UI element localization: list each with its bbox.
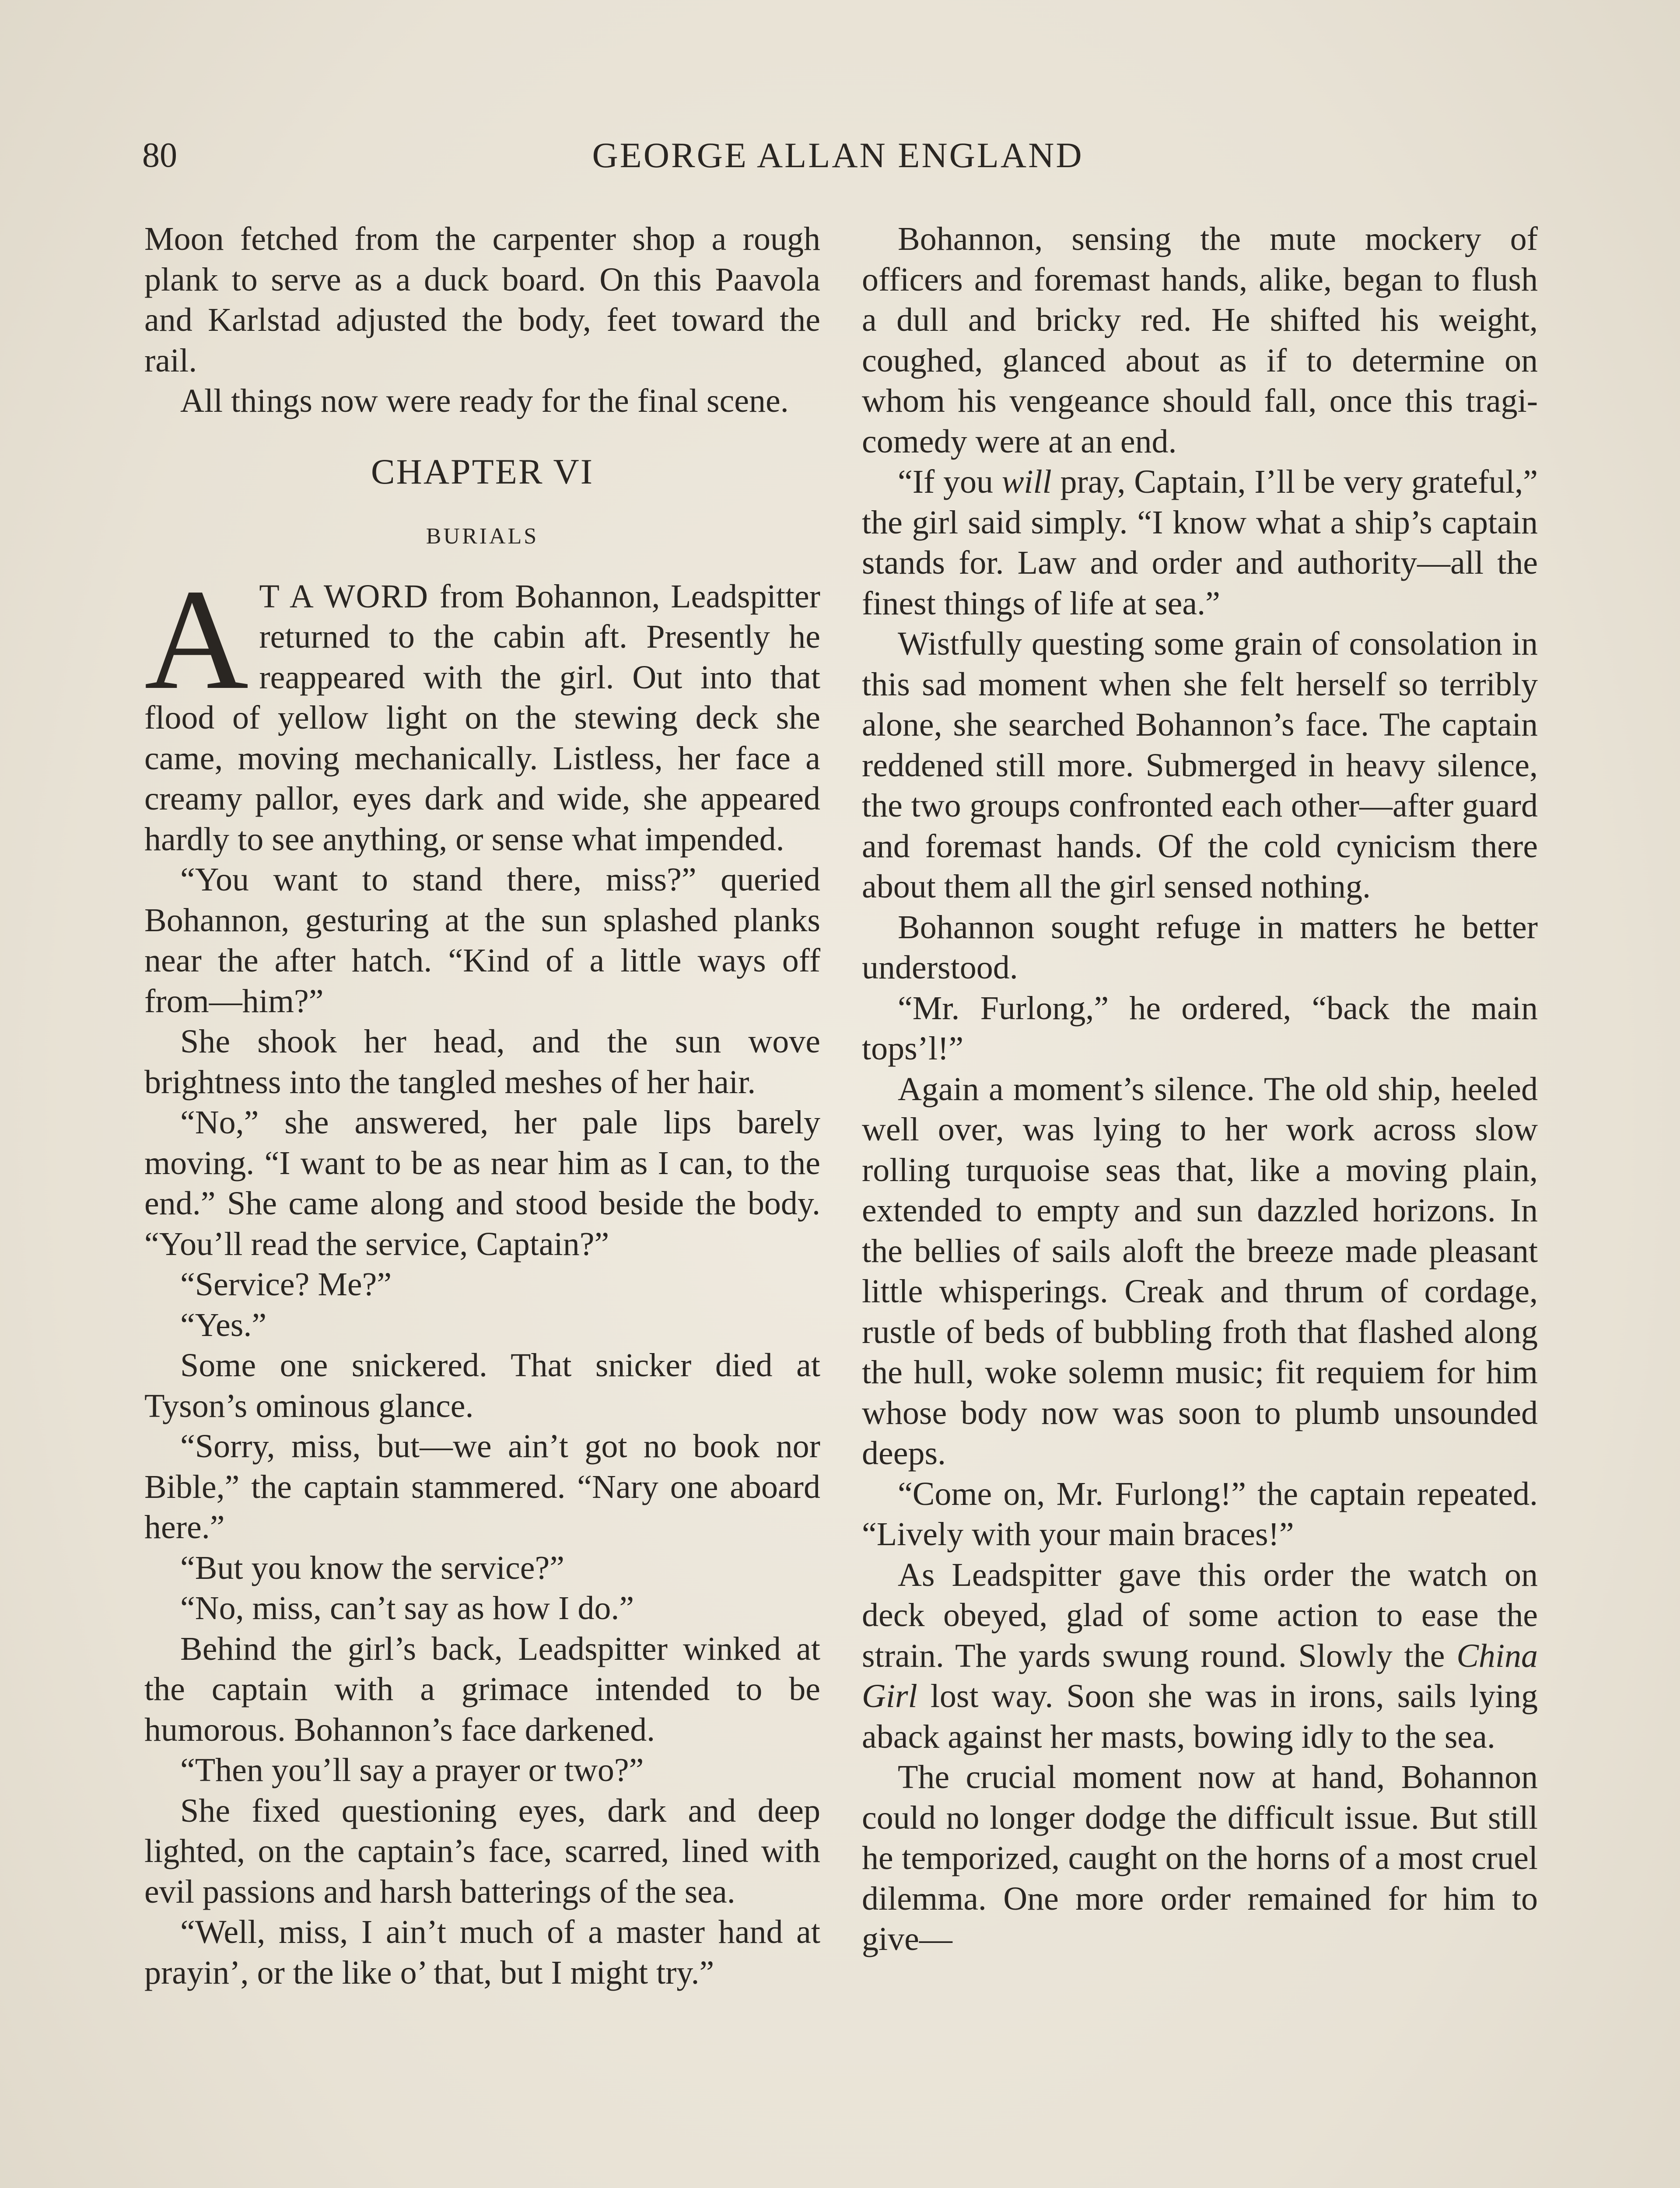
paragraph: Again a moment’s silence. The old ship, heeled well over, was lying to her work across slow rolling turquoise seas that, like a moving plain, extended to empty and sun dazzled horizons. In the bellies of sails aloft the breeze made pleasant little whisperings. Creak and thrum of cordage, rustle of beds of bubbling froth that flashed along the hull, woke solemn music; fit requiem for him whose body now was soon to plumb unsounded deeps. bbox=[862, 1070, 1538, 1472]
paragraph: Behind the girl’s back, Leadspitter winked at the captain with a grimace intended to be humorous. Bohannon’s face darkened. bbox=[144, 1630, 820, 1748]
drop-cap: A bbox=[144, 559, 249, 719]
paragraph: “No, miss, can’t say as how I do.” bbox=[180, 1590, 634, 1627]
paragraph: “Sorry, miss, but—we ain’t got no book nor Bible,” the captain stammered. “Nary one aboard here.” bbox=[144, 1428, 820, 1546]
paragraph: Moon fetched from the carpenter shop a rough plank to serve as a duck board. On this Paavola and Karlstad adjusted the body, feet toward the rail. bbox=[144, 221, 820, 379]
paragraph bbox=[862, 1555, 1538, 1757]
page-number: 80 bbox=[142, 136, 177, 175]
text-run: pray, Captain, I’ll be very grateful,” the girl said simply. “I know what a ship’s captain stands for. Law and order and authority—all the finest things of life at sea.” bbox=[862, 463, 1538, 622]
paragraph: She shook her head, and the sun wove brightness into the tangled meshes of her hair. bbox=[144, 1023, 820, 1101]
ship-name: China Girl bbox=[862, 1637, 1538, 1715]
paragraph: “Service? Me?” bbox=[180, 1266, 392, 1303]
paragraph: “You want to stand there, miss?” queried Bohannon, gesturing at the sun splashed planks near the after hatch. “Kind of a little ways off from—him?” bbox=[144, 861, 820, 1020]
paragraph: “Yes.” bbox=[180, 1306, 267, 1343]
paragraph: “Well, miss, I ain’t much of a master hand at prayin’, or the like o’ that, but I might try.” bbox=[144, 1914, 820, 1991]
paragraph: She fixed questioning eyes, dark and deep lighted, on the captain’s face, scarred, lined with evil passions and harsh batterings of the sea. bbox=[144, 1792, 820, 1910]
text-run: “If you bbox=[898, 463, 1002, 500]
opening-paragraph bbox=[144, 559, 820, 860]
page-header bbox=[142, 131, 1533, 179]
paragraph: “No,” she answered, her pale lips barely moving. “I want to be as near him as I can, to the end.” She came along and stood beside the body. “You’ll read the service, Captain?” bbox=[144, 1104, 820, 1262]
left-column bbox=[144, 219, 820, 1993]
paragraph: “But you know the service?” bbox=[180, 1549, 564, 1586]
text-run: As Leadspitter gave this order the watch on deck obeyed, glad of some action to ease the strain. The yards swung round. Slowly the bbox=[862, 1556, 1538, 1674]
opening-paragraph-text: from Bohannon, Leadspitter returned to the cabin aft. Presently he reappeared with the girl. Out into that flood of yellow light on the stewing deck she came, moving mechanically. Listless, her face a creamy pallor, eyes dark and wide, she appeared hardly to see anything, or sense what impended. bbox=[144, 578, 820, 858]
paragraph: “Mr. Furlong,” he ordered, “back the main tops’l!” bbox=[862, 989, 1538, 1067]
drop-cap-lead-words: T A WORD bbox=[259, 578, 429, 615]
running-head: GEORGE ALLAN ENGLAND bbox=[592, 135, 1084, 175]
paragraph: Bohannon sought refuge in matters he better understood. bbox=[862, 908, 1538, 986]
right-column bbox=[862, 219, 1538, 1960]
paragraph: Wistfully questing some grain of consolation in this sad moment when she felt herself so terribly alone, she searched Bohannon’s face. The captain reddened still more. Submerged in heavy silence, the two groups confronted each other—after guard and foremast hands. Of the cold cynicism there about them all the girl sensed nothing. bbox=[862, 625, 1538, 905]
paragraph: Some one snickered. That snicker died at Tyson’s ominous glance. bbox=[144, 1347, 820, 1424]
paragraph: The crucial moment now at hand, Bohannon could no longer dodge the difficult issue. But still he temporized, caught on the horns of a most cruel dilemma. One more order remained for him to give— bbox=[862, 1759, 1538, 1957]
paragraph: All things now were ready for the final scene. bbox=[180, 382, 789, 419]
emphasis: will bbox=[1001, 463, 1052, 500]
chapter-title: CHAPTER VI bbox=[371, 451, 594, 491]
text-run: lost way. Soon she was in irons, sails lying aback against her masts, bowing idly to the sea. bbox=[862, 1678, 1538, 1755]
paragraph bbox=[862, 462, 1538, 624]
chapter-subtitle: BURIALS bbox=[426, 523, 539, 549]
paragraph: Bohannon, sensing the mute mockery of officers and foremast hands, alike, began to flush a dull and bricky red. He shifted his weight, coughed, glanced about as if to determine on whom his vengeance should fall, once this tragi-comedy were at an end. bbox=[862, 221, 1538, 460]
paragraph: “Come on, Mr. Furlong!” the captain repeated. “Lively with your main braces!” bbox=[862, 1475, 1538, 1553]
paragraph: “Then you’ll say a prayer or two?” bbox=[180, 1752, 644, 1788]
